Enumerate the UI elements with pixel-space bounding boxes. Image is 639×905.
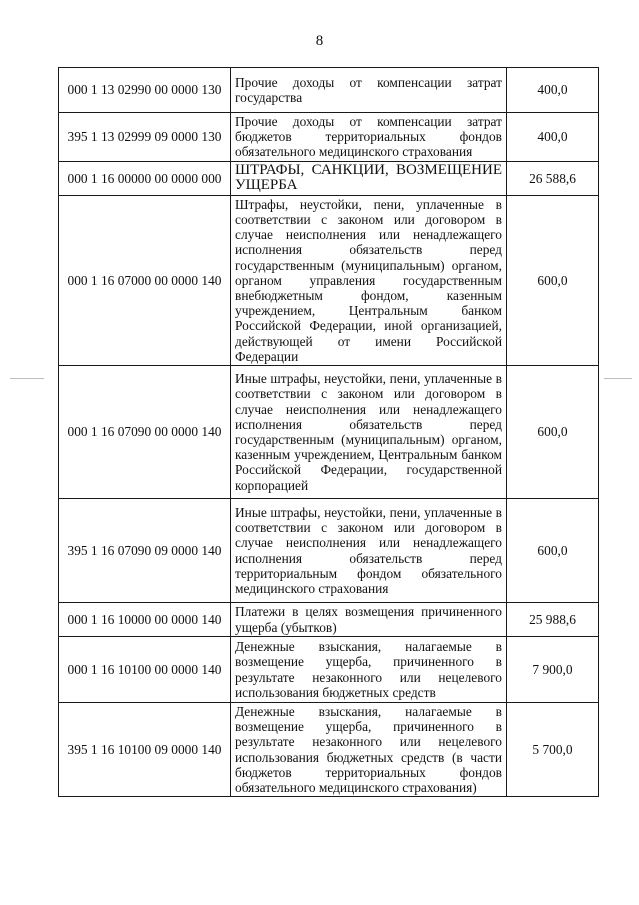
- amount-cell: 400,0: [507, 68, 599, 113]
- amount-cell: 600,0: [507, 499, 599, 603]
- page-number: 8: [315, 33, 324, 49]
- revenue-name-cell: Иные штрафы, неустойки, пени, уплаченные в соответствии с законом или договором в случае неисполнения или ненадлежащего исполнения обязательств перед территориальным фондом обязательного медицинского страхования: [231, 499, 507, 603]
- table-row: [59, 703, 599, 797]
- revenue-name-cell: ШТРАФЫ, САНКЦИИ, ВОЗМЕЩЕНИЕ УЩЕРБА: [231, 161, 507, 195]
- budget-code-cell: 395 1 13 02999 09 0000 130: [59, 113, 231, 162]
- table-row: [59, 113, 599, 162]
- budget-code-cell: 000 1 13 02990 00 0000 130: [59, 68, 231, 113]
- amount-cell: 26 588,6: [507, 161, 599, 195]
- amount-cell: 7 900,0: [507, 637, 599, 703]
- budget-code-cell: 000 1 16 10100 00 0000 140: [59, 637, 231, 703]
- table-row: [59, 68, 599, 113]
- table-row: [59, 603, 599, 637]
- budget-code-cell: 000 1 16 00000 00 0000 000: [59, 161, 231, 195]
- revenue-name-cell: Денежные взыскания, налагаемые в возмещение ущерба, причиненного в результате незаконного или нецелевого использования бюджетных средств: [231, 637, 507, 703]
- revenue-table-body: [59, 68, 599, 797]
- amount-cell: 600,0: [507, 195, 599, 365]
- amount-cell: 400,0: [507, 113, 599, 162]
- revenue-name-cell: Платежи в целях возмещения причиненного ущерба (убытков): [231, 603, 507, 637]
- budget-code-cell: 395 1 16 07090 09 0000 140: [59, 499, 231, 603]
- revenue-table: [58, 67, 599, 797]
- table-row: [59, 499, 599, 603]
- table-row: [59, 366, 599, 499]
- scan-artifact-left: [10, 378, 44, 379]
- table-row: [59, 195, 599, 365]
- revenue-name-cell: Прочие доходы от компенсации затрат государства: [231, 68, 507, 113]
- scan-artifact-right: [604, 378, 632, 379]
- amount-cell: 600,0: [507, 366, 599, 499]
- revenue-name-cell: Иные штрафы, неустойки, пени, уплаченные в соответствии с законом или договором в случае неисполнения или ненадлежащего исполнения обязательств перед государственным (муниципальным) органом, казенным учреждением, Центральным банком Российской Федерации, государственной корпорацией: [231, 366, 507, 499]
- budget-code-cell: 000 1 16 07000 00 0000 140: [59, 195, 231, 365]
- budget-code-cell: 395 1 16 10100 09 0000 140: [59, 703, 231, 797]
- budget-code-cell: 000 1 16 10000 00 0000 140: [59, 603, 231, 637]
- amount-cell: 25 988,6: [507, 603, 599, 637]
- amount-cell: 5 700,0: [507, 703, 599, 797]
- revenue-name-cell: Денежные взыскания, налагаемые в возмещение ущерба, причиненного в результате незаконного или нецелевого использования бюджетных средств (в части бюджетов территориальных фондов обязательного медицинского страхования): [231, 703, 507, 797]
- revenue-name-cell: Прочие доходы от компенсации затрат бюджетов территориальных фондов обязательного медицинского страхования: [231, 113, 507, 162]
- table-row: [59, 637, 599, 703]
- revenue-name-cell: Штрафы, неустойки, пени, уплаченные в соответствии с законом или договором в случае неисполнения или ненадлежащего исполнения обязательств перед государственным (муниципальным) органом, органом управления государственным внебюджетным фондом, казенным учреждением, Центральным банком Российской Федерации, иной организацией, действующей от имени Российской Федерации: [231, 195, 507, 365]
- budget-code-cell: 000 1 16 07090 00 0000 140: [59, 366, 231, 499]
- table-row: [59, 161, 599, 195]
